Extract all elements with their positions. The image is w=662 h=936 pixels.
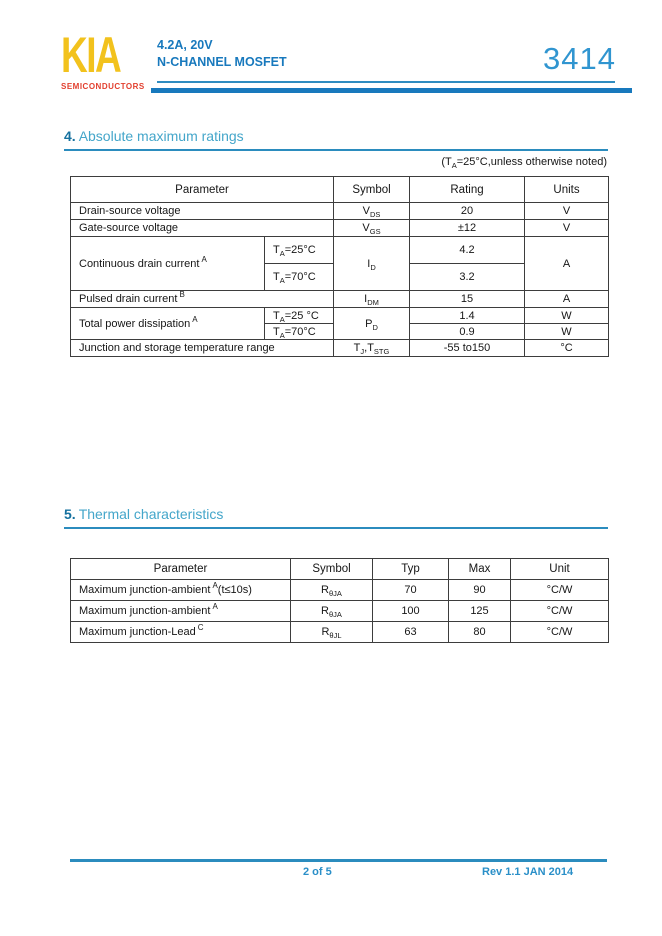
- unit-cell: V: [525, 220, 609, 237]
- thermal-characteristics-table: [70, 558, 609, 643]
- max-cell: 80: [449, 622, 511, 643]
- symbol-cell: $I_{DM}$: [334, 291, 410, 308]
- symbol-cell: $T_J,T_{STG}$: [334, 340, 410, 357]
- unit-cell: °C: [525, 340, 609, 357]
- max-cell: 125: [449, 601, 511, 622]
- header-rating: Rating: [410, 177, 525, 203]
- row-junction-storage-temperature: [71, 340, 609, 357]
- rating-cell: 0.9: [410, 324, 525, 340]
- param-cell: Maximum junction-ambient $^A$(t≤10s): [71, 580, 291, 601]
- typ-cell: 70: [373, 580, 449, 601]
- param-cell: Gate-source voltage: [71, 220, 334, 237]
- row-pulsed-drain-current: [71, 291, 609, 308]
- condition-cell: $T_A=25$ °C: [265, 308, 334, 324]
- row-gate-source-voltage: [71, 220, 609, 237]
- unit-cell: °C/W: [511, 580, 609, 601]
- row-continuous-drain-current-25c: [71, 237, 609, 264]
- param-cell: Junction and storage temperature range: [71, 340, 334, 357]
- condition-cell: $T_A=70^\circ C$: [265, 264, 334, 291]
- unit-cell: W: [525, 308, 609, 324]
- rating-cell: 20: [410, 203, 525, 220]
- unit-cell: A: [525, 237, 609, 291]
- absolute-maximum-ratings-table: [70, 176, 609, 357]
- symbol-cell: $R_{\theta JA}$: [291, 601, 373, 622]
- section-5-number: 5.: [64, 506, 76, 522]
- typ-cell: 63: [373, 622, 449, 643]
- spec-current-voltage: 4.2A, 20V: [157, 38, 213, 52]
- max-cell: 90: [449, 580, 511, 601]
- row-junction-ambient: [71, 601, 609, 622]
- param-cell: Maximum junction-ambient $^A$: [71, 601, 291, 622]
- condition-cell: $T_A=70^\circ C$: [265, 324, 334, 340]
- row-drain-source-voltage: [71, 203, 609, 220]
- rating-cell: 4.2: [410, 237, 525, 264]
- rating-cell: -55 to150: [410, 340, 525, 357]
- header-max: Max: [449, 559, 511, 580]
- param-cell: Drain-source voltage: [71, 203, 334, 220]
- unit-cell: V: [525, 203, 609, 220]
- unit-cell: °C/W: [511, 601, 609, 622]
- header-rule-thick: [151, 88, 632, 93]
- section-5-heading: Thermal characteristics: [78, 506, 224, 522]
- revision-label: Rev 1.1 JAN 2014: [482, 866, 574, 878]
- unit-cell: A: [525, 291, 609, 308]
- symbol-cell: $V_{GS}$: [334, 220, 410, 237]
- symbol-cell: $V_{DS}$: [334, 203, 410, 220]
- row-junction-ambient-pulse: [71, 580, 609, 601]
- header-symbol: Symbol: [334, 177, 410, 203]
- header-typ: Typ: [373, 559, 449, 580]
- param-cell: Total power dissipation $^A$: [71, 308, 265, 340]
- footer-rule: [70, 859, 607, 862]
- section-4-heading: Absolute maximum ratings: [78, 128, 244, 144]
- kia-logo: KIA: [61, 27, 121, 83]
- header-symbol: Symbol: [291, 559, 373, 580]
- device-spec-block: [157, 37, 287, 71]
- rating-cell: 3.2: [410, 264, 525, 291]
- rating-cell: 1.4: [410, 308, 525, 324]
- rating-cell: 15: [410, 291, 525, 308]
- unit-cell: W: [525, 324, 609, 340]
- device-type: N-CHANNEL MOSFET: [157, 55, 287, 69]
- header-units: Units: [525, 177, 609, 203]
- header-unit: Unit: [511, 559, 609, 580]
- header-parameter: Parameter: [71, 177, 334, 203]
- section-4-title: [64, 128, 608, 151]
- logo-subtext: SEMICONDUCTORS: [61, 82, 145, 91]
- symbol-cell: $P_D$: [334, 308, 410, 340]
- unit-cell: °C/W: [511, 622, 609, 643]
- param-cell: Continuous drain current $^A$: [71, 237, 265, 291]
- header-rule-thin: [157, 81, 615, 83]
- table-condition-note: ($T_A=25^\circ C,unless$ otherwise noted): [441, 156, 607, 171]
- table-header-row: [71, 559, 609, 580]
- symbol-cell: $R_{\theta JA}$: [291, 580, 373, 601]
- row-total-power-dissipation-25c: [71, 308, 609, 324]
- table-header-row: [71, 177, 609, 203]
- param-cell: Maximum junction-Lead $^C$: [71, 622, 291, 643]
- row-junction-lead: [71, 622, 609, 643]
- section-5-title: [64, 506, 608, 529]
- part-number: 3414: [543, 41, 616, 76]
- page-number: 2 of 5: [303, 866, 332, 878]
- header-parameter: Parameter: [71, 559, 291, 580]
- symbol-cell: $R_{\theta JL}$: [291, 622, 373, 643]
- symbol-cell: $I_D$: [334, 237, 410, 291]
- typ-cell: 100: [373, 601, 449, 622]
- condition-cell: $T_A=25^\circ C$: [265, 237, 334, 264]
- rating-cell: ±12: [410, 220, 525, 237]
- param-cell: Pulsed drain current $^B$: [71, 291, 334, 308]
- section-4-number: 4.: [64, 128, 76, 144]
